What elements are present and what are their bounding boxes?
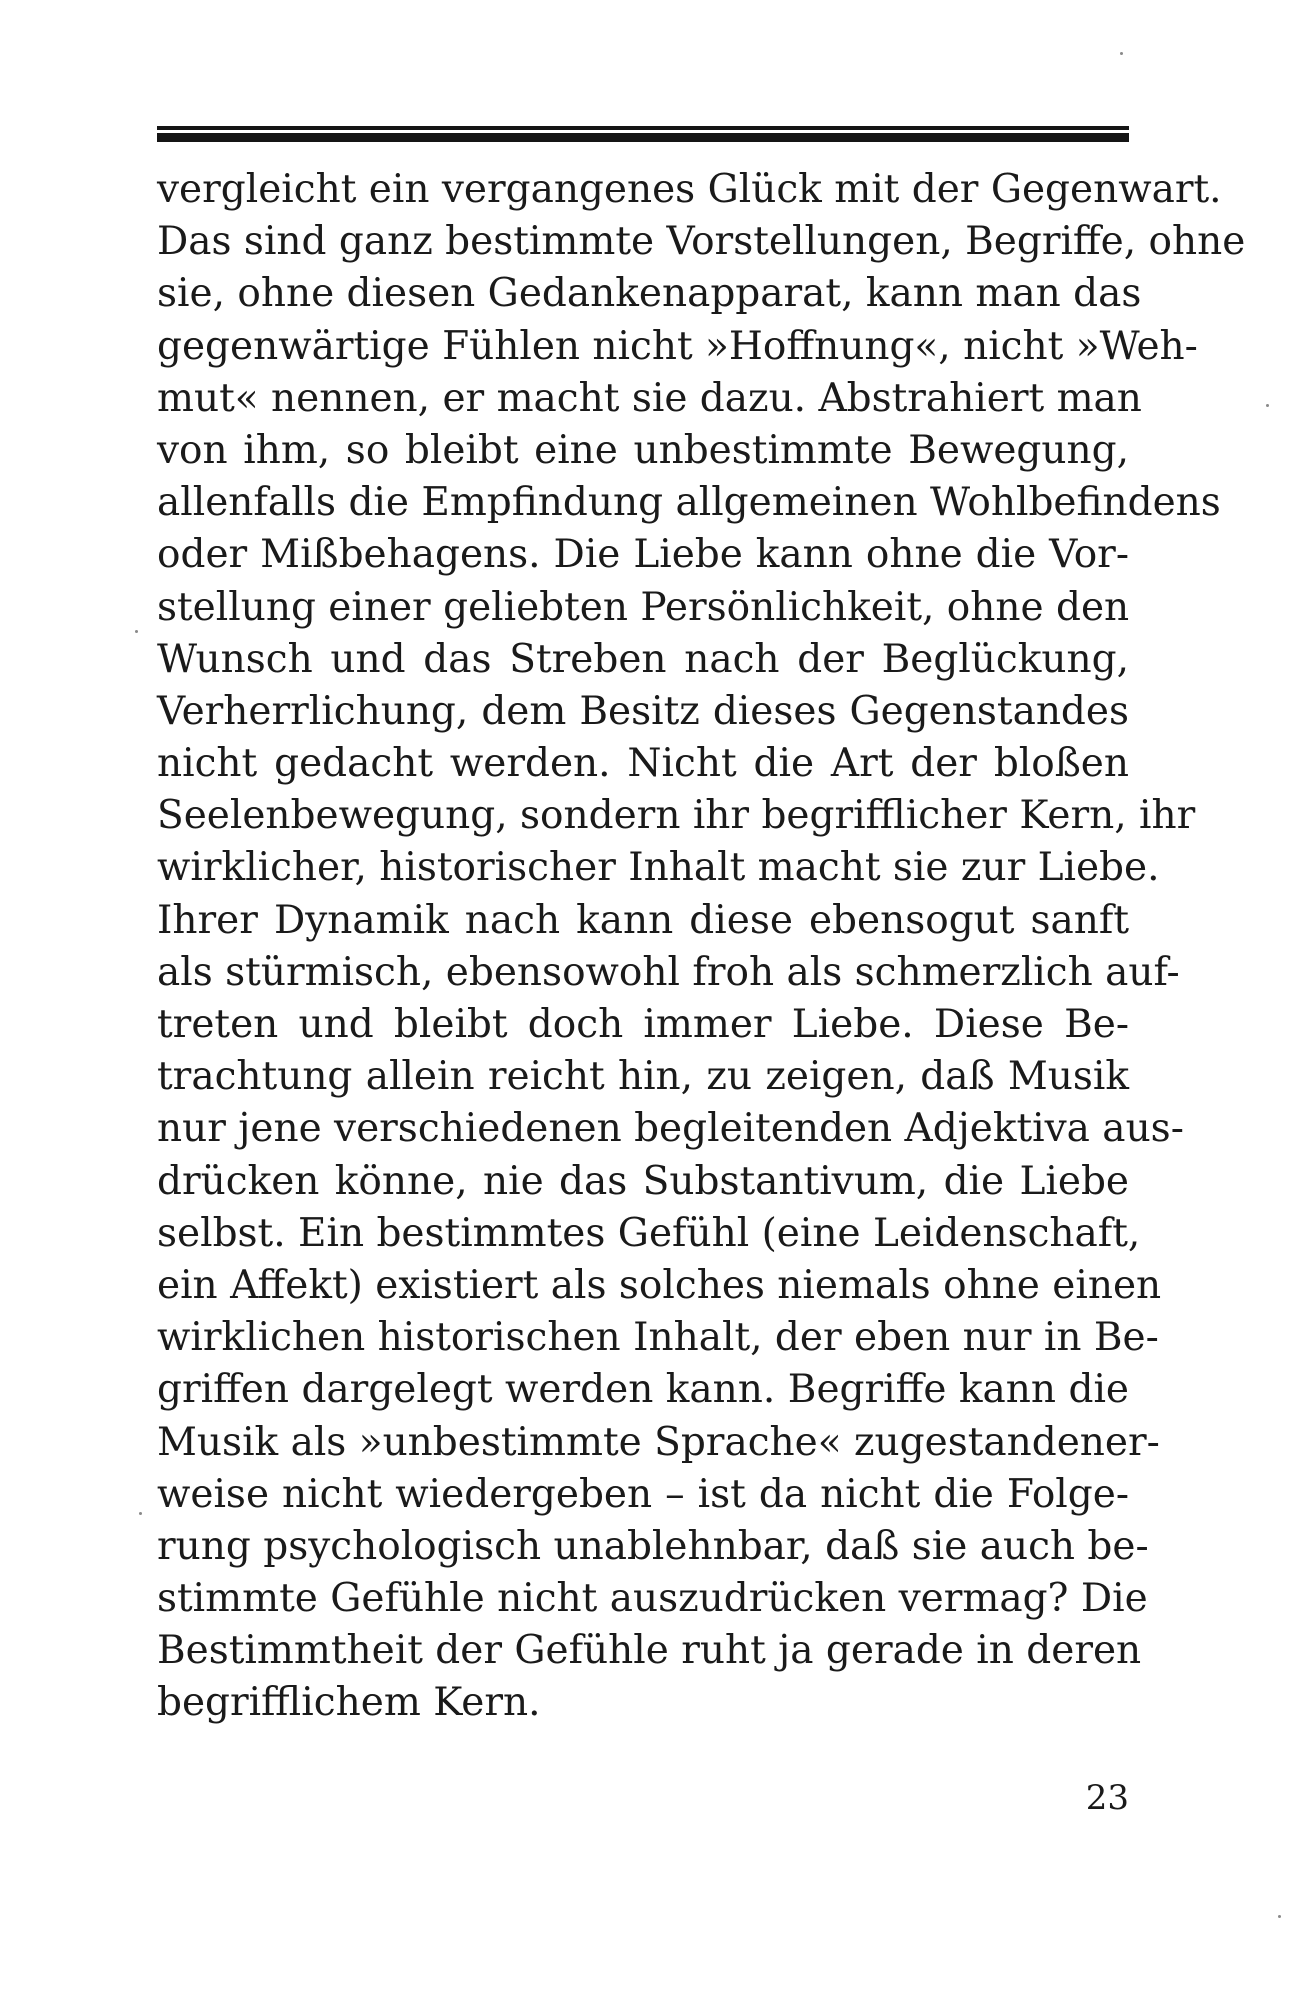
text-line: Seelenbewegung, sondern ihr begrifflicher Kern, ihr — [157, 793, 1196, 839]
text-line: wirklicher, historischer Inhalt macht sie zur Liebe. — [157, 845, 1160, 891]
text-line: nicht gedacht werden. Nicht die Art der bloßen — [157, 741, 1129, 787]
text-line: gegenwärtige Fühlen nicht »Hoffnung«, nicht »Weh- — [157, 323, 1198, 369]
text-line: stellung einer geliebten Persönlichkeit, ohne den — [157, 584, 1130, 630]
text-line: stimmte Gefühle nicht auszudrücken vermag? Die — [157, 1576, 1148, 1622]
text-line: weise nicht wiedergeben – ist da nicht die Folge- — [157, 1471, 1129, 1517]
text-line: Bestimmtheit der Gefühle ruht ja gerade in deren — [157, 1628, 1142, 1674]
text-line: Musik als »unbestimmte Sprache« zugestandener- — [157, 1419, 1160, 1465]
text-line: drücken könne, nie das Substantivum, die Liebe — [157, 1158, 1129, 1204]
text-line: wirklichen historischen Inhalt, der eben nur in Be- — [157, 1315, 1159, 1361]
page-number: 23 — [1085, 1778, 1129, 1818]
text-line: Verherrlichung, dem Besitz dieses Gegenstandes — [157, 688, 1129, 734]
text-line: als stürmisch, ebensowohl froh als schmerzlich auf- — [157, 949, 1180, 995]
text-line: trachtung allein reicht hin, zu zeigen, daß Musik — [157, 1054, 1129, 1100]
scan-speck — [139, 1512, 142, 1515]
text-line: treten und bleibt doch immer Liebe. Diese Be- — [157, 1002, 1129, 1047]
text-line: mut« nennen, er macht sie dazu. Abstrahiert man — [157, 375, 1142, 421]
header-rule-thick — [157, 133, 1129, 142]
text-line: Wunsch und das Streben nach der Beglückung, — [157, 636, 1129, 682]
text-line-last: begrifflichem Kern. — [157, 1680, 541, 1726]
text-line: allenfalls die Empfindung allgemeinen Wohlbefindens — [157, 480, 1221, 526]
text-line: rung psychologisch unablehnbar, daß sie auch be- — [157, 1523, 1149, 1569]
text-line: oder Mißbehagens. Die Liebe kann ohne die Vor- — [157, 532, 1129, 578]
text-line: von ihm, so bleibt eine unbestimmte Bewegung, — [157, 427, 1129, 473]
text-line: ein Affekt) existiert als solches niemals ohne einen — [157, 1262, 1162, 1308]
scan-speck — [1120, 52, 1123, 55]
scan-speck — [1278, 1915, 1281, 1918]
text-line: griffen dargelegt werden kann. Begriffe kann die — [157, 1367, 1129, 1413]
text-line: vergleicht ein vergangenes Glück mit der Gegenwart. — [157, 167, 1222, 212]
body-text — [157, 164, 1246, 1730]
text-line: Ihrer Dynamik nach kann diese ebensogut sanft — [157, 897, 1129, 943]
header-rule-thin — [157, 126, 1129, 130]
text-line: selbst. Ein bestimmtes Gefühl (eine Leidenschaft, — [157, 1210, 1141, 1256]
scan-speck — [1266, 404, 1269, 407]
text-line: Das sind ganz bestimmte Vorstellungen, Begriffe, ohne — [157, 219, 1246, 265]
text-line: sie, ohne diesen Gedankenapparat, kann man das — [157, 271, 1142, 317]
text-line: nur jene verschiedenen begleitenden Adjektiva aus- — [157, 1106, 1184, 1152]
scan-speck — [135, 630, 138, 633]
